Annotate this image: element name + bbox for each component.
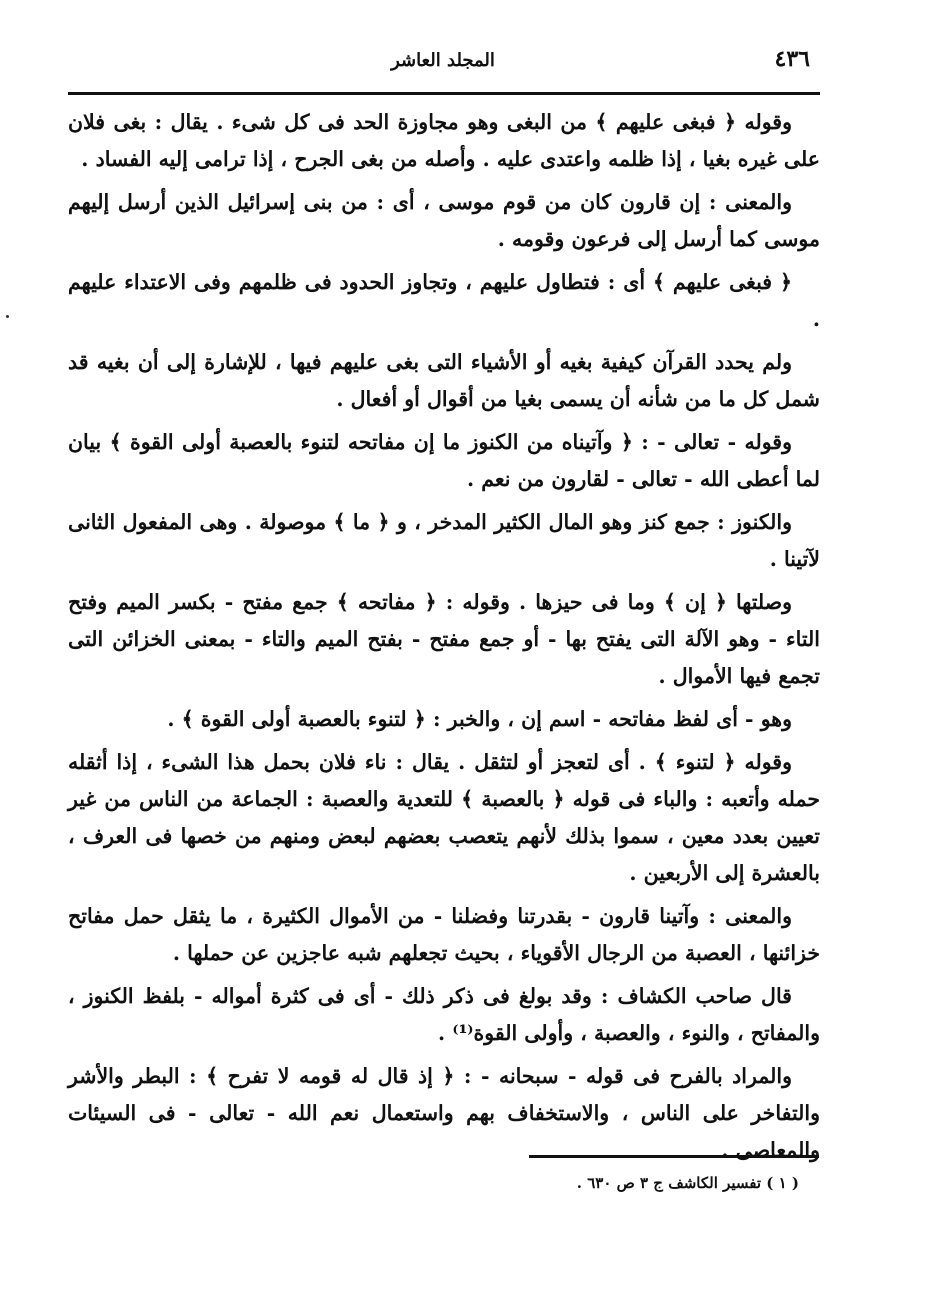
- paragraph: والمعنى : وآتينا قارون - بقدرتنا وفضلنا - من الأموال الكثيرة ، ما يثقل حمل مفاتح خزائنها ، العصبة من الرجال الأقوياء ، بحيث تجعلهم شبه عاجزين عن حملها .: [68, 904, 820, 965]
- paragraph: وهو - أى لفظ مفاتحه - اسم إن ، والخبر : ﴿ لتنوء بالعصبة أولى القوة ﴾ .: [167, 707, 792, 731]
- page-header: [68, 46, 818, 86]
- scan-speck: [6, 315, 9, 318]
- header-rule: [68, 92, 820, 95]
- page-number: ٤٣٦: [774, 46, 810, 72]
- paragraph: وقوله - تعالى - : ﴿ وآتيناه من الكنوز ما إن مفاتحه لتنوء بالعصبة أولى القوة ﴾ بيان لما أعطى الله - تعالى - لقارون من نعم .: [68, 430, 820, 491]
- paragraph: ولم يحدد القرآن كيفية بغيه أو الأشياء التى بغى عليهم فيها ، للإشارة إلى أن بغيه قد شمل كل ما من شأنه أن يسمى بغيا من أقوال أو أفعال .: [68, 350, 820, 411]
- volume-title: المجلد العاشر: [391, 50, 495, 71]
- paragraph: وقوله ﴿ فبغى عليهم ﴾ من البغى وهو مجاوزة الحد فى كل شىء . يقال : بغى فلان على غيره بغيا ، إذا ظلمه واعتدى عليه . وأصله من بغى الجرح ، إذا ترامى إليه الفساد .: [68, 110, 820, 171]
- paragraph: ﴿ فبغى عليهم ﴾ أى : فتطاول عليهم ، وتجاوز الحدود فى ظلمهم وفى الاعتداء عليهم .: [68, 270, 820, 331]
- footnote-rule: [529, 1155, 819, 1158]
- paragraph: وقوله ﴿ لتنوء ﴾ . أى لتعجز أو لتثقل . يقال : ناء فلان بحمل هذا الشىء ، إذا أثقله حمله وأتعبه : والباء فى قوله ﴿ بالعصبة ﴾ للتعدية والعصبة : الجماعة من الناس من غير تعيين بعدد معين ، سموا بذلك لأنهم يتعصب بعضهم لبعض ومنهم من خصها فى العرف ، بالعشرة إلى الأربعين .: [68, 750, 820, 885]
- paragraph: قال صاحب الكشاف : وقد بولغ فى ذكر ذلك - أى فى كثرة أمواله - بلفظ الكنوز ، والمفاتح ، والنوء ، والعصبة ، وأولى القوة⁽¹⁾ .: [68, 984, 820, 1045]
- paragraph: والمراد بالفرح فى قوله - سبحانه - : ﴿ إذ قال له قومه لا تفرح ﴾ : البطر والأشر والتفاخر على الناس ، والاستخفاف بهم واستعمال نعم الله - تعالى - فى السيئات والمعاصى .: [68, 1064, 820, 1162]
- main-text: [68, 104, 820, 1175]
- paragraph: وصلتها ﴿ إن ﴾ وما فى حيزها . وقوله : ﴿ مفاتحه ﴾ جمع مفتح - بكسر الميم وفتح التاء - وهو الآلة التى يفتح بها - أو جمع مفتح - بفتح الميم والتاء - بمعنى الخزائن التى تجمع فيها الأموال .: [68, 590, 820, 688]
- paragraph: والمعنى : إن قارون كان من قوم موسى ، أى : من بنى إسرائيل الذين أرسل إليهم موسى كما أرسل إلى فرعون وقومه .: [68, 190, 820, 251]
- paragraph: والكنوز : جمع كنز وهو المال الكثير المدخر ، و ﴿ ما ﴾ موصولة . وهى المفعول الثانى لآتينا .: [68, 510, 820, 571]
- footnote: ( ١ ) تفسير الكاشف ج ٣ ص ٦٣٠ .: [576, 1174, 799, 1192]
